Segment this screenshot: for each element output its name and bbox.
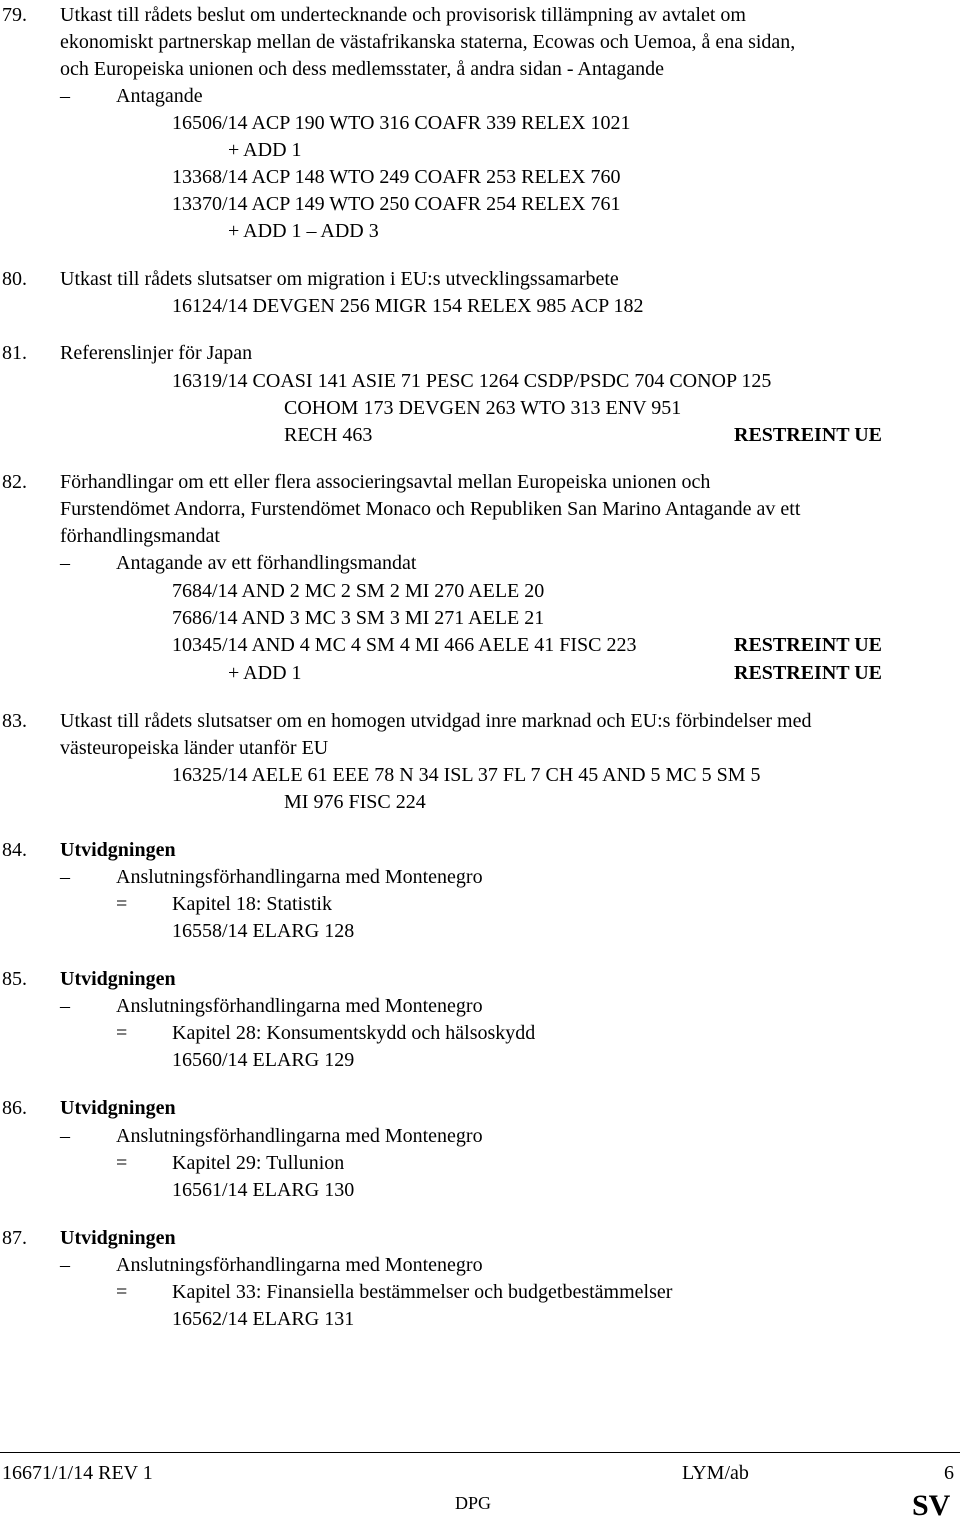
doc-ref: 7686/14 AND 3 MC 3 SM 3 MI 271 AELE 21 [172, 607, 545, 629]
doc-ref: + ADD 1 [228, 139, 302, 161]
doc-ref: 13370/14 ACP 149 WTO 250 COAFR 254 RELEX 761 [172, 193, 621, 215]
item-title: Referenslinjer för Japan [60, 342, 253, 364]
restreint-marking: RESTREINT UE [734, 662, 883, 684]
item-title: Utvidgningen [60, 1227, 176, 1249]
item-number: 86. [2, 1097, 27, 1119]
footer-doc-ref: 16671/1/14 REV 1 [2, 1462, 153, 1484]
doc-ref: 16562/14 ELARG 131 [172, 1308, 355, 1330]
doc-ref: 16560/14 ELARG 129 [172, 1049, 355, 1071]
dash-marker: – [60, 552, 70, 574]
doc-ref: + ADD 1 – ADD 3 [228, 220, 379, 242]
item-number: 84. [2, 839, 27, 861]
doc-ref: 16561/14 ELARG 130 [172, 1179, 355, 1201]
footer-page-number: 6 [944, 1462, 954, 1484]
sub-item: Antagande [116, 85, 203, 107]
item-title-line: västeuropeiska länder utanför EU [60, 737, 329, 759]
item-title-line: förhandlingsmandat [60, 525, 220, 547]
item-number: 85. [2, 968, 27, 990]
doc-ref: RECH 463 [284, 424, 373, 446]
doc-ref: 16558/14 ELARG 128 [172, 920, 355, 942]
item-number: 83. [2, 710, 27, 732]
doc-ref: 16124/14 DEVGEN 256 MIGR 154 RELEX 985 ACP 182 [172, 295, 644, 317]
footer-dept: DPG [455, 1493, 492, 1513]
doc-ref: 10345/14 AND 4 MC 4 SM 4 MI 466 AELE 41 FISC 223 [172, 634, 637, 656]
equals-marker: = [116, 1022, 128, 1044]
dash-marker: – [60, 1254, 70, 1276]
item-title-line: och Europeiska unionen och dess medlemsstater, å andra sidan - Antagande [60, 58, 665, 80]
chapter: Kapitel 28: Konsumentskydd och hälsoskydd [172, 1022, 536, 1044]
doc-ref: MI 976 FISC 224 [284, 791, 426, 813]
item-title-line: Utkast till rådets beslut om undertecknande och provisorisk tillämpning av avtalet om [60, 4, 746, 26]
dash-marker: – [60, 85, 70, 107]
dash-marker: – [60, 866, 70, 888]
chapter: Kapitel 29: Tullunion [172, 1152, 345, 1174]
item-title: Utvidgningen [60, 968, 176, 990]
item-title-line: ekonomiskt partnerskap mellan de västafrikanska staterna, Ecowas och Uemoa, å ena sidan, [60, 31, 796, 53]
item-title: Utvidgningen [60, 839, 176, 861]
item-number: 79. [2, 4, 27, 26]
chapter: Kapitel 18: Statistik [172, 893, 332, 915]
item-number: 87. [2, 1227, 27, 1249]
equals-marker: = [116, 1281, 128, 1303]
dash-marker: – [60, 1125, 70, 1147]
sub-item: Anslutningsförhandlingarna med Montenegro [116, 1254, 483, 1276]
sub-item: Anslutningsförhandlingarna med Montenegro [116, 866, 483, 888]
equals-marker: = [116, 1152, 128, 1174]
restreint-marking: RESTREINT UE [734, 424, 883, 446]
sub-item: Anslutningsförhandlingarna med Montenegro [116, 995, 483, 1017]
item-title-line: Utkast till rådets slutsatser om en homogen utvidgad inre marknad och EU:s förbindelser med [60, 710, 812, 732]
item-title-line: Furstendömet Andorra, Furstendömet Monaco och Republiken San Marino Antagande av ett [60, 498, 801, 520]
doc-ref: 16325/14 AELE 61 EEE 78 N 34 ISL 37 FL 7 CH 45 AND 5 MC 5 SM 5 [172, 764, 761, 786]
dash-marker: – [60, 995, 70, 1017]
doc-ref: 16319/14 COASI 141 ASIE 71 PESC 1264 CSDP/PSDC 704 CONOP 125 [172, 370, 772, 392]
footer-initials: LYM/ab [682, 1462, 749, 1484]
item-title: Utvidgningen [60, 1097, 176, 1119]
sub-item: Antagande av ett förhandlingsmandat [116, 552, 417, 574]
item-title: Utkast till rådets slutsatser om migration i EU:s utvecklingssamarbete [60, 268, 619, 290]
footer-rule [0, 1452, 960, 1453]
sub-item: Anslutningsförhandlingarna med Montenegro [116, 1125, 483, 1147]
chapter: Kapitel 33: Finansiella bestämmelser och budgetbestämmelser [172, 1281, 673, 1303]
item-number: 81. [2, 342, 27, 364]
restreint-marking: RESTREINT UE [734, 634, 883, 656]
doc-ref: 13368/14 ACP 148 WTO 249 COAFR 253 RELEX 760 [172, 166, 621, 188]
footer-language: SV [912, 1489, 951, 1522]
doc-ref: COHOM 173 DEVGEN 263 WTO 313 ENV 951 [284, 397, 682, 419]
doc-ref: + ADD 1 [228, 662, 302, 684]
doc-ref: 16506/14 ACP 190 WTO 316 COAFR 339 RELEX 1021 [172, 112, 631, 134]
item-number: 82. [2, 471, 27, 493]
item-title-line: Förhandlingar om ett eller flera associeringsavtal mellan Europeiska unionen och [60, 471, 711, 493]
doc-ref: 7684/14 AND 2 MC 2 SM 2 MI 270 AELE 20 [172, 580, 545, 602]
equals-marker: = [116, 893, 128, 915]
item-number: 80. [2, 268, 27, 290]
